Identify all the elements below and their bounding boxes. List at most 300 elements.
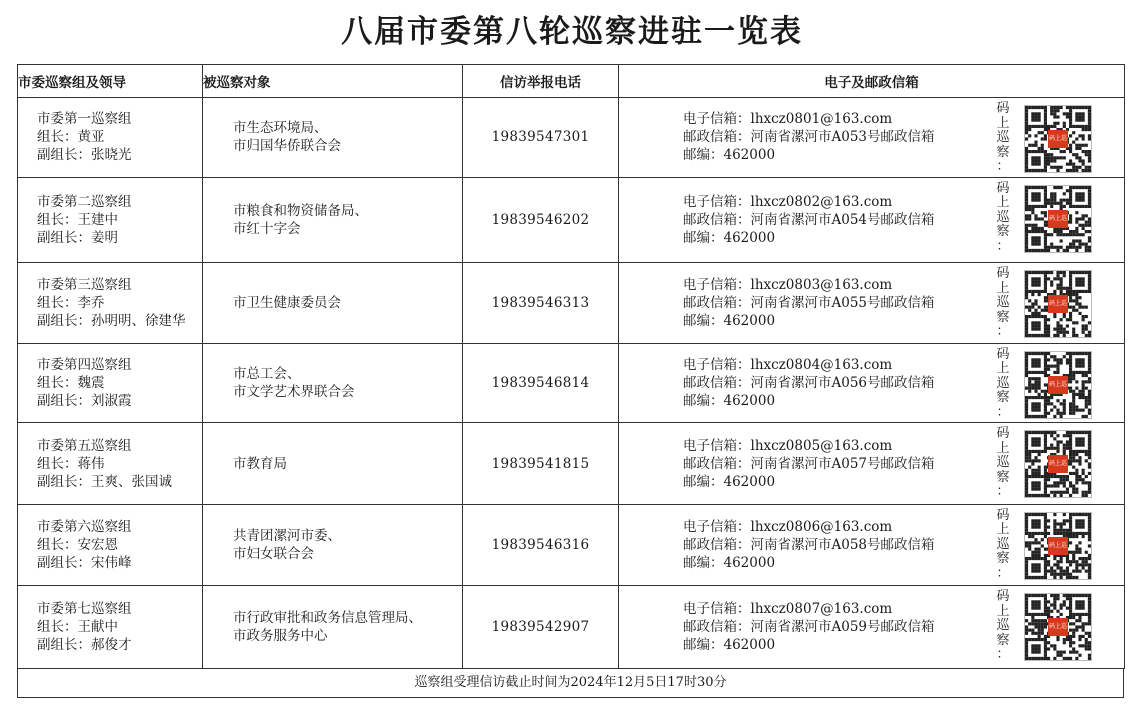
qr-module (1078, 569, 1081, 572)
qr-module (1053, 485, 1056, 488)
qr-module (1031, 377, 1034, 380)
qr-module (1075, 153, 1078, 156)
qr-module (1031, 469, 1034, 472)
qr-module (1034, 389, 1037, 392)
qr-module (1069, 192, 1072, 195)
qr-module (1041, 217, 1044, 220)
qr-module (1088, 396, 1091, 399)
qr-module (1069, 195, 1072, 198)
qr-module (1060, 201, 1063, 204)
qr-module (1063, 651, 1066, 654)
qr-module (1078, 441, 1081, 444)
qr-module (1082, 469, 1085, 472)
qr-module (1031, 159, 1034, 162)
qr-module (1034, 402, 1037, 405)
qr-code-icon[interactable] (1024, 185, 1092, 253)
hotline-number: 19839542907 (491, 619, 590, 636)
qr-module (1072, 204, 1075, 207)
qr-module (1056, 475, 1059, 478)
mail-cell (619, 263, 1125, 344)
qr-module (1082, 623, 1085, 626)
qr-module (1082, 169, 1085, 172)
qr-module (1038, 352, 1041, 355)
qr-module (1031, 472, 1034, 475)
qr-module (1053, 438, 1056, 441)
qr-module (1085, 642, 1088, 645)
group-name: 市委第三巡察组 (37, 276, 132, 293)
qr-module (1038, 230, 1041, 233)
qr-module (1038, 321, 1041, 324)
qr-module (1075, 147, 1078, 150)
qr-module (1031, 293, 1034, 296)
qr-module (1082, 519, 1085, 522)
qr-code-icon[interactable] (1024, 105, 1092, 173)
mail-lines (683, 437, 935, 491)
qr-module (1044, 485, 1047, 488)
qr-module (1088, 616, 1091, 619)
qr-code-icon[interactable] (1024, 351, 1092, 419)
qr-module (1034, 396, 1037, 399)
qr-module (1050, 645, 1053, 648)
qr-module (1060, 491, 1063, 494)
qr-module (1025, 315, 1028, 318)
qr-module (1082, 226, 1085, 229)
qr-module (1044, 547, 1047, 550)
qr-module (1031, 444, 1034, 447)
qr-module (1082, 284, 1085, 287)
qr-module (1031, 358, 1034, 361)
qr-module (1031, 551, 1034, 554)
qr-module (1082, 150, 1085, 153)
qr-module (1031, 383, 1034, 386)
qr-module (1038, 469, 1041, 472)
qr-module (1069, 119, 1072, 122)
qr-module (1078, 312, 1081, 315)
qr-module (1025, 405, 1028, 408)
qr-module (1025, 447, 1028, 450)
qr-module (1025, 569, 1028, 572)
qr-module (1085, 328, 1088, 331)
qr-module (1031, 204, 1034, 207)
qr-module (1044, 638, 1047, 641)
qr-module (1038, 115, 1041, 118)
qr-module (1060, 156, 1063, 159)
qr-module (1069, 287, 1072, 290)
qr-module (1066, 434, 1069, 437)
qr-module (1085, 352, 1088, 355)
qr-module (1047, 475, 1050, 478)
group-leader: 组长：王建中 (37, 211, 118, 228)
qr-module (1069, 377, 1072, 380)
qr-module (1088, 156, 1091, 159)
qr-module (1028, 271, 1031, 274)
qr-module (1025, 519, 1028, 522)
qr-module (1085, 560, 1088, 563)
qr-module (1078, 456, 1081, 459)
qr-module (1034, 469, 1037, 472)
qr-module (1075, 217, 1078, 220)
qr-module (1047, 399, 1050, 402)
qr-module (1078, 513, 1081, 516)
qr-module (1082, 444, 1085, 447)
qr-module (1075, 303, 1078, 306)
qr-module (1050, 112, 1053, 115)
qr-module (1085, 153, 1088, 156)
qr-module (1082, 281, 1085, 284)
qr-module (1034, 494, 1037, 497)
qr-module (1031, 321, 1034, 324)
qr-module (1050, 156, 1053, 159)
qr-module (1053, 576, 1056, 579)
qr-module (1044, 214, 1047, 217)
qr-module (1041, 576, 1044, 579)
qr-module (1082, 371, 1085, 374)
qr-module (1088, 613, 1091, 616)
qr-module (1038, 488, 1041, 491)
postal-code: 邮编：462000 (683, 147, 776, 164)
qr-module (1031, 522, 1034, 525)
qr-module (1031, 315, 1034, 318)
qr-module (1038, 239, 1041, 242)
qr-module (1085, 532, 1088, 535)
qr-module (1031, 441, 1034, 444)
qr-module (1044, 645, 1047, 648)
qr-module (1044, 494, 1047, 497)
qr-module (1044, 651, 1047, 654)
qr-module (1050, 109, 1053, 112)
qr-module (1044, 466, 1047, 469)
email-address: 电子信箱：lhxcz0805@163.com (683, 437, 893, 454)
qr-module (1034, 112, 1037, 115)
qr-module (1038, 651, 1041, 654)
qr-module (1044, 223, 1047, 226)
qr-module (1075, 522, 1078, 525)
qr-module (1072, 106, 1075, 109)
qr-module (1025, 281, 1028, 284)
qr-module (1050, 475, 1053, 478)
qr-module (1025, 119, 1028, 122)
qr-module (1085, 557, 1088, 560)
qr-module (1088, 220, 1091, 223)
qr-module (1034, 551, 1037, 554)
qr-module (1050, 566, 1053, 569)
qr-module (1056, 284, 1059, 287)
qr-module (1063, 192, 1066, 195)
qr-module (1082, 306, 1085, 309)
hotline-number: 19839546313 (491, 294, 590, 311)
qr-module (1088, 544, 1091, 547)
qr-module (1047, 364, 1050, 367)
qr-module (1031, 415, 1034, 418)
qr-module (1044, 290, 1047, 293)
qr-module (1085, 150, 1088, 153)
mail-cell (619, 504, 1125, 586)
hotline-number: 19839541815 (491, 455, 590, 472)
qr-module (1082, 380, 1085, 383)
qr-module (1044, 519, 1047, 522)
qr-module (1044, 522, 1047, 525)
qr-module (1066, 198, 1069, 201)
qr-module (1088, 287, 1091, 290)
qr-module (1088, 112, 1091, 115)
qr-module (1028, 380, 1031, 383)
qr-module (1082, 513, 1085, 516)
qr-module (1044, 331, 1047, 334)
phone-cell (463, 504, 619, 586)
qr-code-icon[interactable] (1024, 270, 1092, 338)
qr-module (1041, 623, 1044, 626)
qr-module (1056, 598, 1059, 601)
qr-code-icon[interactable] (1024, 430, 1092, 498)
qr-code-icon[interactable] (1024, 593, 1092, 661)
qr-module (1075, 478, 1078, 481)
page-title: 八届市委第八轮巡察进驻一览表 (341, 14, 803, 50)
qr-module (1069, 230, 1072, 233)
qr-module (1075, 450, 1078, 453)
qr-module (1047, 560, 1050, 563)
table-row (18, 343, 1125, 423)
qr-module (1069, 444, 1072, 447)
qr-module (1069, 563, 1072, 566)
target-line-2: 市归国华侨联合会 (233, 138, 341, 155)
qr-module (1088, 134, 1091, 137)
qr-module (1078, 557, 1081, 560)
qr-module (1025, 371, 1028, 374)
qr-module (1034, 277, 1037, 280)
qr-module (1056, 399, 1059, 402)
qr-module (1085, 144, 1088, 147)
qr-module (1044, 159, 1047, 162)
qr-module (1053, 245, 1056, 248)
qr-module (1085, 623, 1088, 626)
qr-module (1044, 137, 1047, 140)
qr-module (1063, 274, 1066, 277)
qr-module (1025, 248, 1028, 251)
qr-module (1038, 396, 1041, 399)
qr-module (1053, 645, 1056, 648)
qr-module (1025, 638, 1028, 641)
qr-module (1025, 411, 1028, 414)
qr-module (1066, 245, 1069, 248)
qr-module (1025, 604, 1028, 607)
qr-module (1034, 125, 1037, 128)
qr-module (1034, 358, 1037, 361)
qr-module (1038, 226, 1041, 229)
qr-module (1082, 192, 1085, 195)
qr-module (1069, 274, 1072, 277)
qr-module (1031, 312, 1034, 315)
qr-module (1075, 186, 1078, 189)
qr-module (1034, 620, 1037, 623)
qr-code-icon[interactable] (1024, 512, 1092, 580)
qr-module (1034, 106, 1037, 109)
qr-module (1078, 284, 1081, 287)
qr-module (1025, 525, 1028, 528)
qr-module (1041, 147, 1044, 150)
mail-cell (619, 343, 1125, 423)
qr-module (1044, 569, 1047, 572)
qr-module (1041, 137, 1044, 140)
qr-module (1050, 281, 1053, 284)
qr-module (1088, 408, 1091, 411)
qr-module (1088, 431, 1091, 434)
qr-module (1038, 198, 1041, 201)
qr-module (1075, 321, 1078, 324)
qr-module (1072, 299, 1075, 302)
qr-badge: 码上巡 (1048, 130, 1068, 148)
qr-module (1034, 377, 1037, 380)
group-cell (18, 177, 203, 263)
qr-module (1066, 431, 1069, 434)
qr-module (1082, 613, 1085, 616)
qr-module (1069, 125, 1072, 128)
qr-module (1044, 112, 1047, 115)
qr-module (1060, 529, 1063, 532)
qr-module (1038, 576, 1041, 579)
qr-module (1041, 532, 1044, 535)
qr-module (1078, 361, 1081, 364)
qr-module (1075, 576, 1078, 579)
group-deputy: 副组长：孙明明、徐建华 (37, 312, 186, 329)
qr-module (1041, 613, 1044, 616)
qr-module (1066, 318, 1069, 321)
qr-module (1075, 380, 1078, 383)
phone-cell (463, 177, 619, 263)
qr-module (1085, 594, 1088, 597)
qr-module (1069, 374, 1072, 377)
qr-module (1085, 513, 1088, 516)
qr-module (1056, 482, 1059, 485)
qr-module (1072, 402, 1075, 405)
qr-badge: 码上巡 (1048, 455, 1068, 473)
qr-module (1072, 245, 1075, 248)
qr-module (1072, 389, 1075, 392)
qr-module (1082, 566, 1085, 569)
qr-module (1060, 604, 1063, 607)
qr-module (1056, 450, 1059, 453)
qr-module (1031, 364, 1034, 367)
qr-module (1044, 434, 1047, 437)
qr-module (1028, 494, 1031, 497)
qr-module (1063, 482, 1066, 485)
qr-module (1028, 352, 1031, 355)
qr-module (1038, 386, 1041, 389)
qr-module (1050, 491, 1053, 494)
qr-module (1075, 290, 1078, 293)
qr-module (1044, 198, 1047, 201)
qr-module (1044, 594, 1047, 597)
qr-module (1088, 569, 1091, 572)
qr-module (1063, 331, 1066, 334)
qr-module (1056, 529, 1059, 532)
qr-module (1088, 482, 1091, 485)
qr-module (1028, 186, 1031, 189)
qr-module (1025, 226, 1028, 229)
qr-module (1044, 169, 1047, 172)
scan-label-char: 巡 (996, 130, 1010, 145)
qr-module (1078, 233, 1081, 236)
qr-module (1028, 431, 1031, 434)
qr-module (1028, 475, 1031, 478)
qr-module (1038, 569, 1041, 572)
qr-module (1069, 629, 1072, 632)
qr-module (1050, 106, 1053, 109)
qr-module (1038, 150, 1041, 153)
qr-module (1034, 456, 1037, 459)
qr-module (1063, 642, 1066, 645)
qr-module (1044, 563, 1047, 566)
qr-module (1085, 230, 1088, 233)
qr-module (1025, 594, 1028, 597)
qr-module (1056, 491, 1059, 494)
qr-module (1028, 657, 1031, 660)
qr-module (1025, 598, 1028, 601)
qr-module (1044, 554, 1047, 557)
qr-module (1050, 447, 1053, 450)
qr-module (1072, 466, 1075, 469)
qr-module (1088, 290, 1091, 293)
qr-module (1082, 242, 1085, 245)
qr-module (1053, 475, 1056, 478)
target-line-1: 市生态环境局、 (233, 120, 328, 137)
qr-module (1041, 169, 1044, 172)
qr-module (1088, 610, 1091, 613)
qr-module (1056, 331, 1059, 334)
qr-module (1075, 626, 1078, 629)
qr-module (1078, 563, 1081, 566)
qr-module (1078, 223, 1081, 226)
qr-module (1031, 156, 1034, 159)
qr-module (1041, 620, 1044, 623)
qr-module (1088, 204, 1091, 207)
qr-module (1053, 122, 1056, 125)
qr-module (1056, 485, 1059, 488)
qr-module (1034, 513, 1037, 516)
qr-module (1075, 334, 1078, 337)
qr-module (1056, 233, 1059, 236)
qr-module (1075, 119, 1078, 122)
qr-module (1085, 214, 1088, 217)
qr-module (1069, 434, 1072, 437)
qr-module (1038, 284, 1041, 287)
qr-module (1078, 547, 1081, 550)
qr-module (1072, 153, 1075, 156)
table-row (18, 504, 1125, 586)
qr-module (1044, 230, 1047, 233)
qr-module (1025, 374, 1028, 377)
qr-module (1050, 166, 1053, 169)
qr-module (1075, 284, 1078, 287)
qr-module (1069, 290, 1072, 293)
qr-module (1066, 488, 1069, 491)
qr-module (1031, 328, 1034, 331)
qr-module (1041, 544, 1044, 547)
qr-module (1025, 620, 1028, 623)
qr-module (1038, 466, 1041, 469)
qr-module (1063, 122, 1066, 125)
qr-module (1056, 594, 1059, 597)
qr-module (1031, 488, 1034, 491)
qr-module (1031, 248, 1034, 251)
qr-module (1034, 309, 1037, 312)
group-deputy: 副组长：张晓光 (37, 147, 132, 164)
postal-code: 邮编：462000 (683, 555, 776, 572)
qr-module (1072, 472, 1075, 475)
qr-module (1025, 541, 1028, 544)
qr-module (1088, 563, 1091, 566)
qr-module (1053, 557, 1056, 560)
qr-module (1028, 217, 1031, 220)
